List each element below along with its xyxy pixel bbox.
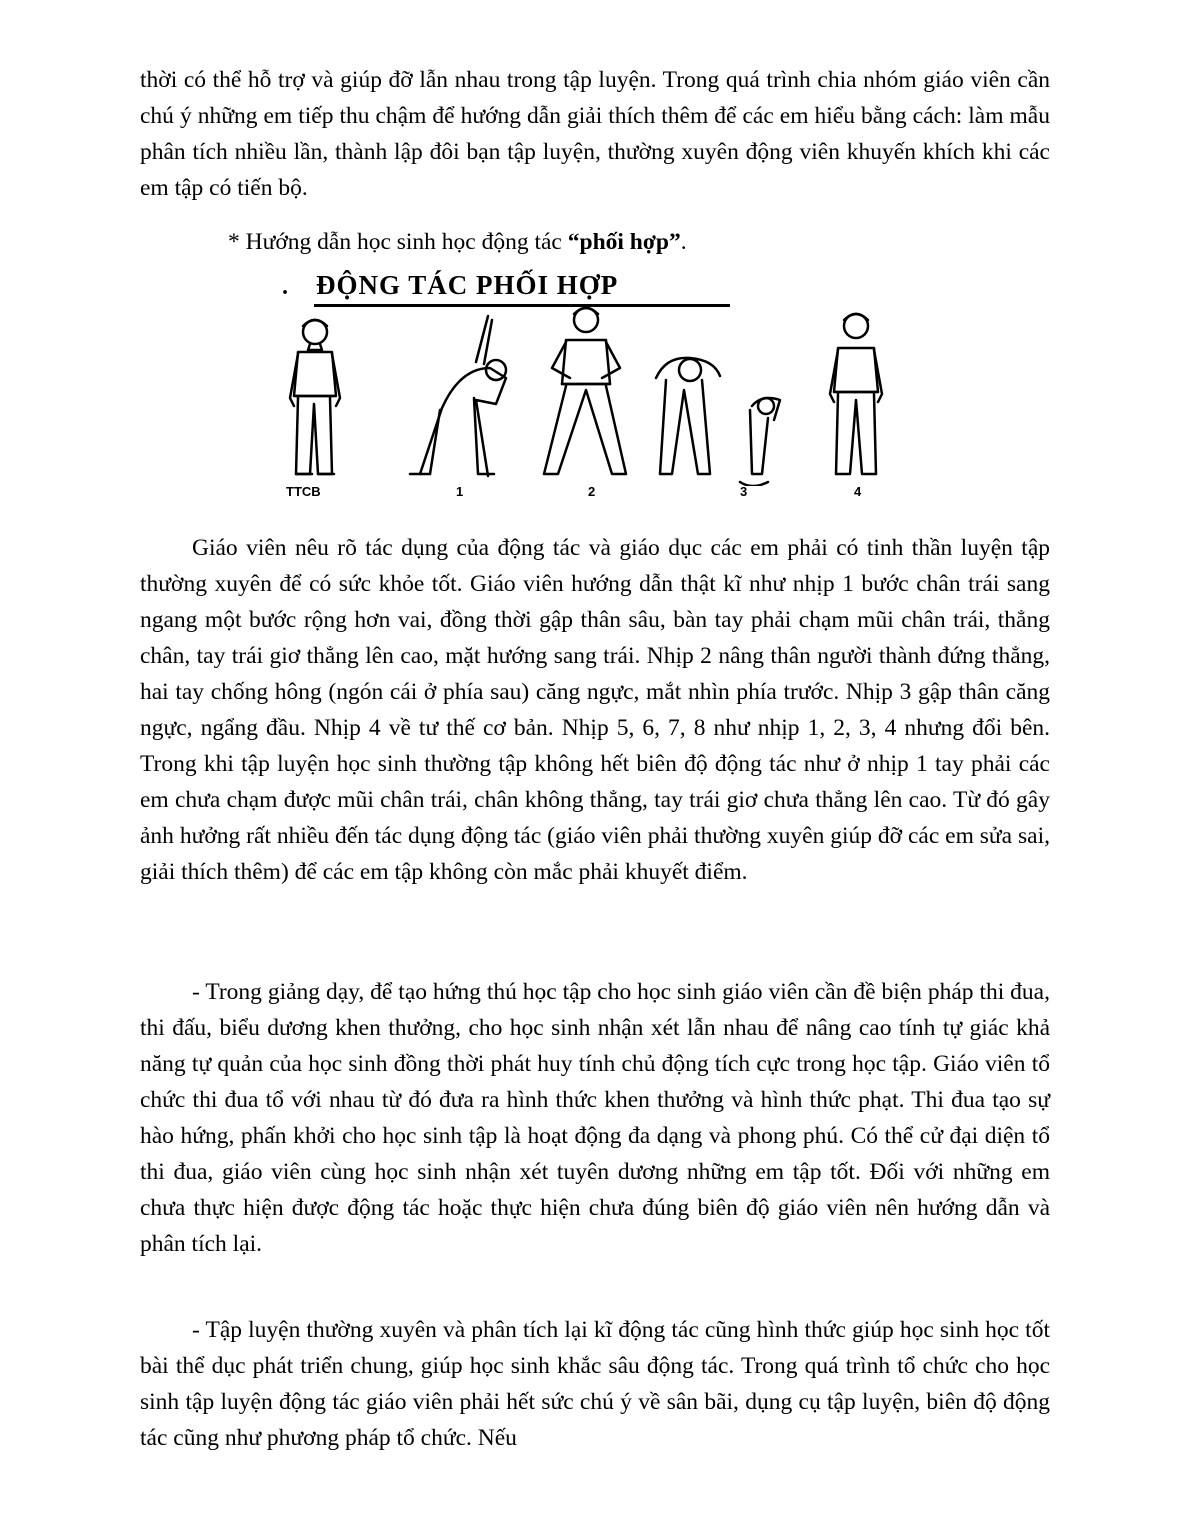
figure-label-1: 1 xyxy=(456,484,464,499)
figure-title: ĐỘNG TÁC PHỐI HỢP xyxy=(316,270,619,300)
subheading-bold: “phối hợp” xyxy=(567,229,681,255)
subheading-suffix: . xyxy=(680,229,687,255)
exercise-figure xyxy=(270,266,910,506)
figure-label-3: 3 xyxy=(740,484,748,499)
paragraph-guidance: Giáo viên nêu rõ tác dụng của động tác và giáo dục các em phải có tinh thần luyện tập thường xuyên để có sức khỏe tốt. Giáo viên hướng dẫn thật kĩ như nhịp 1 bước chân trái sang ngang một bước rộng hơn vai, đồng thời gập thân sâu, bàn tay phải chạm mũi chân trái, thẳng chân, tay trái giơ thẳng lên cao, mặt hướng sang trái. Nhịp 2 nâng thân người thành đứng thẳng, hai tay chống hông (ngón cái ở phía sau) căng ngực, mắt nhìn phía trước. Nhịp 3 gập thân căng ngực, ngẩng đầu. Nhịp 4 về tư thế cơ bản. Nhịp 5, 6, 7, 8 như nhịp 1, 2, 3, 4 nhưng đổi bên. Trong khi tập luyện học sinh thường tập không hết biên độ động tác như ở nhịp 1 tay phải các em chưa chạm được mũi chân trái, chân không thẳng, tay trái giơ chưa thẳng lên cao. Từ đó gây ảnh hưởng rất nhiều đến tác dụng động tác (giáo viên phải thường xuyên giúp đỡ các em sửa sai, giải thích thêm) để các em tập không còn mắc phải khuyết điểm. xyxy=(140,535,1050,885)
exercise-illustration xyxy=(270,306,910,486)
paragraph-practice: - Tập luyện thường xuyên và phân tích lại kĩ động tác cũng hình thức giúp học sinh học tốt bài thể dục phát triển chung, giúp học sinh khắc sâu động tác. Trong quá trình tổ chức cho học sinh tập luyện động tác giáo viên phải hết sức chú ý về sân bãi, dụng cụ tập luyện, biên độ động tác cũng như phương pháp tổ chức. Nếu xyxy=(140,1317,1050,1451)
subheading-phoi-hop xyxy=(228,224,687,260)
figure-pose-2 xyxy=(544,308,626,474)
figure-label-ttcb: TTCB xyxy=(286,484,321,499)
figure-pose-3 xyxy=(656,358,780,486)
figure-ttcb-pose xyxy=(290,320,340,474)
figure-label-4: 4 xyxy=(854,484,862,499)
figure-pose-4 xyxy=(830,314,882,474)
subheading-prefix: * Hướng dẫn học sinh học động tác xyxy=(228,229,568,255)
figure-bullet: . xyxy=(282,274,288,300)
figure-label-2: 2 xyxy=(588,484,596,499)
figure-pose-1 xyxy=(410,316,506,476)
paragraph-competition: - Trong giảng dạy, để tạo hứng thú học tập cho học sinh giáo viên cần đề biện pháp thi đua, thi đấu, biểu dương khen thưởng, cho học sinh nhận xét lẫn nhau để nâng cao tính tự giác khả năng tự quản của học sinh đồng thời phát huy tính chủ động tích cực trong học tập. Giáo viên tổ chức thi đua tổ với nhau từ đó đưa ra hình thức khen thưởng và hình thức phạt. Thi đua tạo sự hào hứng, phấn khởi cho học sinh tập là hoạt động đa dạng và phong phú. Có thể cử đại diện tổ thi đua, giáo viên cùng học sinh nhận xét tuyên dương những em tập tốt. Đối với những em chưa thực hiện được động tác hoặc thực hiện chưa đúng biên độ giáo viên nên hướng dẫn và phân tích lại. xyxy=(140,979,1050,1257)
paragraph-intro: thời có thể hỗ trợ và giúp đỡ lẫn nhau trong tập luyện. Trong quá trình chia nhóm giáo viên cần chú ý những em tiếp thu chậm để hướng dẫn giải thích thêm để các em hiểu bằng cách: làm mẫu phân tích nhiều lần, thành lập đôi bạn tập luyện, thường xuyên động viên khuyến khích khi các em tập có tiến bộ. xyxy=(140,67,1050,201)
